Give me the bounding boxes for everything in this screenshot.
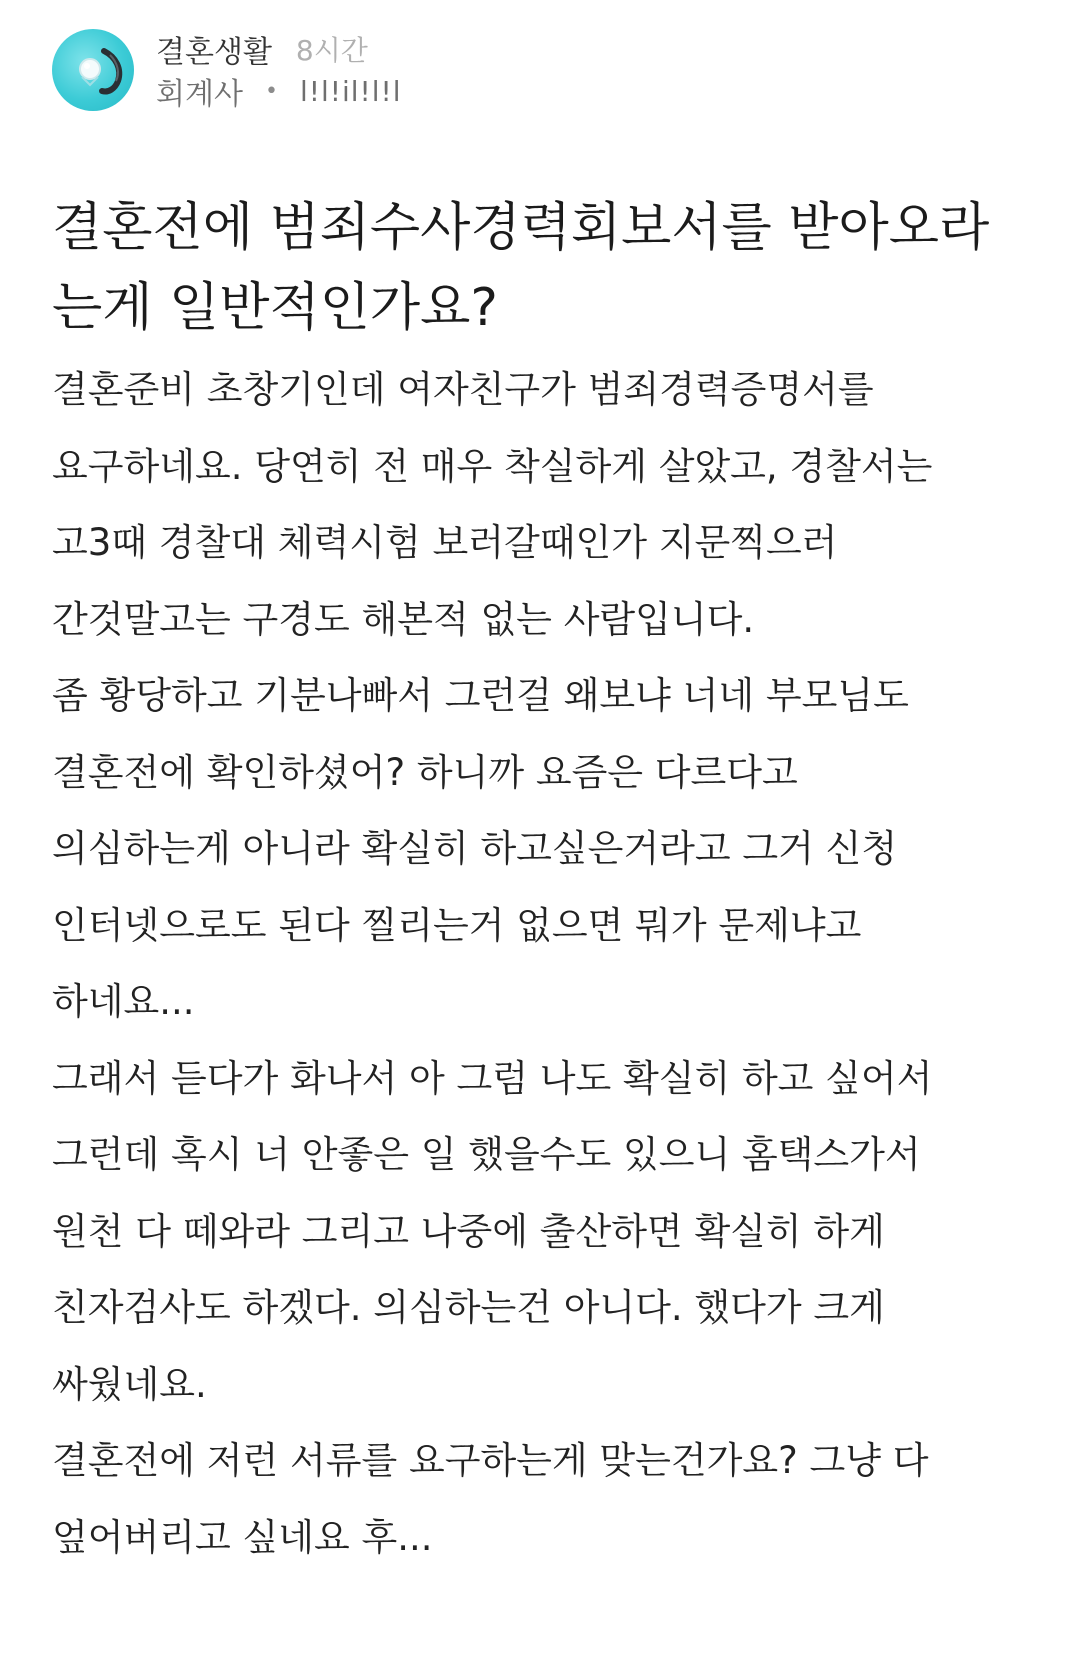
author-nickname[interactable]: l!l!il!l!l: [299, 74, 402, 108]
post-paragraph: 결혼전에 저런 서류를 요구하는게 맞는건가요? 그냥 다 엎어버리고 싶네요 후...: [52, 1439, 929, 1559]
post-paragraph: 결혼준비 초창기인데 여자친구가 범죄경력증명서를 요구하네요. 당연히 전 매우 착실하게 살았고, 경찰서는 고3때 경찰대 체력시험 보러갈때인가 지문찍으러 간것말고는 구경도 해본적 없는 사람입니다.: [52, 368, 933, 641]
post-body: [52, 352, 972, 1576]
author-avatar[interactable]: [52, 29, 134, 111]
post-header: [52, 28, 402, 112]
board-name[interactable]: 결혼생활: [156, 35, 272, 70]
post-title: 결혼전에 범죄수사경력회보서를 받아오라는게 일반적인가요?: [52, 198, 990, 338]
meta-top-row: [156, 28, 402, 70]
post-time: 8시간: [295, 34, 368, 67]
post-paragraph: 좀 황당하고 기분나빠서 그런걸 왜보냐 너네 부모님도 결혼전에 확인하셨어? 하니까 요즘은 다르다고 의심하는게 아니라 확실히 하고싶은거라고 그거 신청 인터넷으로도 된다 찔리는거 없으면 뭐가 문제냐고 하네요...: [52, 674, 909, 1023]
ring-icon: [52, 29, 134, 111]
post-paragraph: 그래서 듣다가 화나서 아 그럼 나도 확실히 하고 싶어서 그런데 혹시 너 안좋은 일 했을수도 있으니 홈택스가서 원천 다 떼와라 그리고 나중에 출산하면 확실히 하게 친자검사도 하겠다. 의심하는건 아니다. 했다가 크게 싸웠네요.: [52, 1056, 933, 1406]
author-job: 회계사: [156, 77, 243, 112]
meta-bottom-row: [156, 70, 402, 112]
post-meta: [156, 28, 402, 112]
meta-separator: •: [264, 78, 278, 104]
